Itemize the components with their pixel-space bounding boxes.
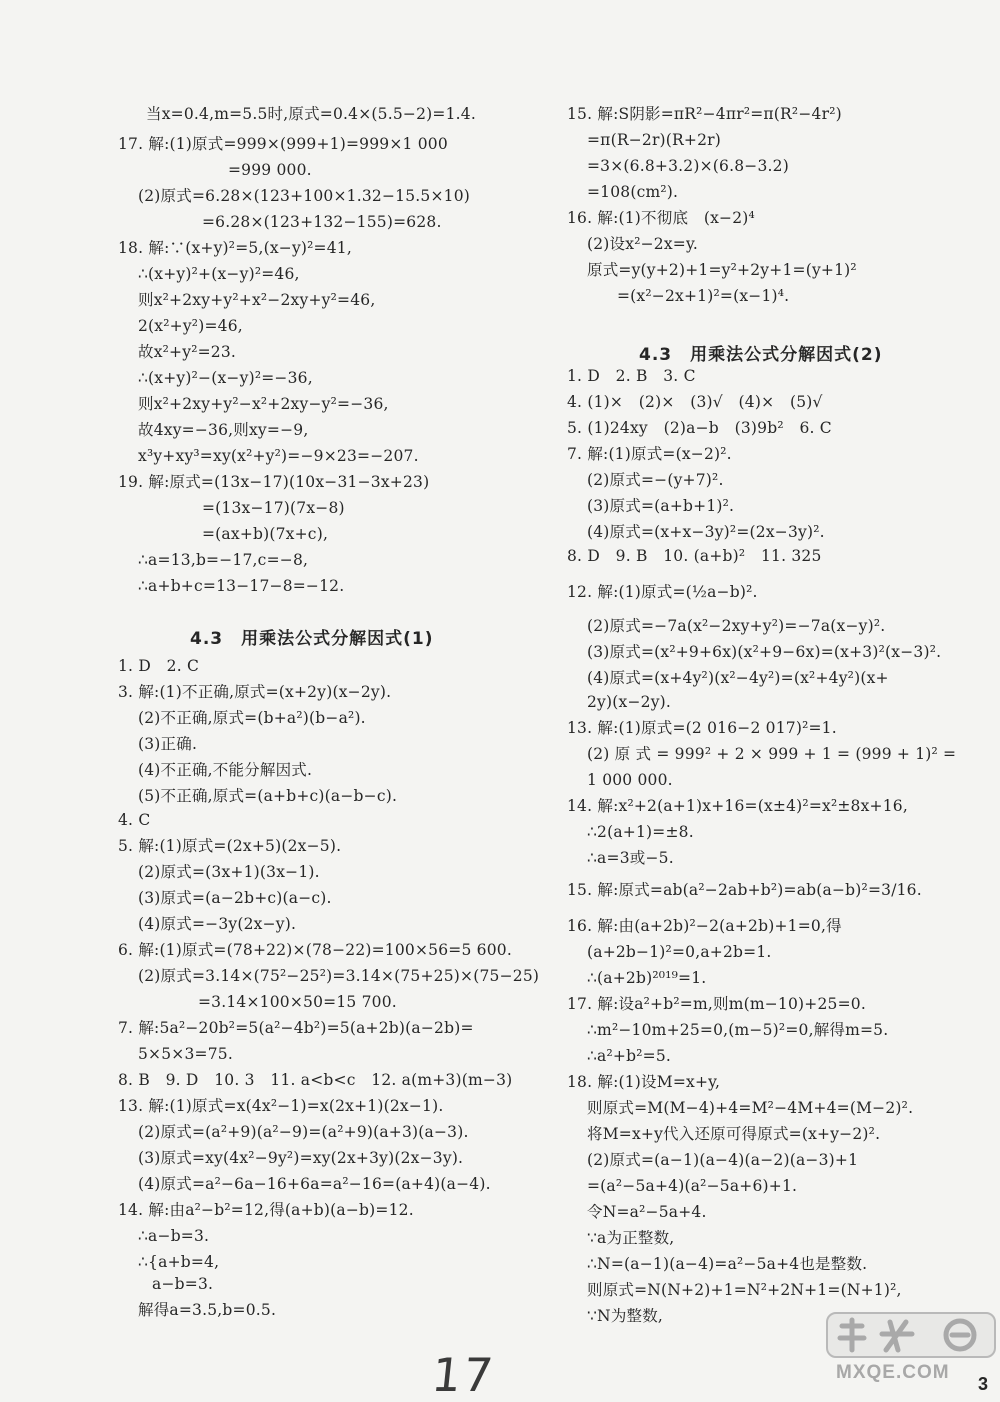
- text-line: ∵N为整数,: [587, 1307, 664, 1325]
- text-line: (2)设x²−2x=y.: [587, 235, 699, 253]
- text-line: a−b=3.: [152, 1275, 214, 1293]
- text-line: 14. 解:x²+2(a+1)x+16=(x±4)²=x²±8x+16,: [567, 797, 908, 815]
- text-line: (3)原式=(x²+9+6x)(x²+9−6x)=(x+3)²(x−3)².: [587, 643, 942, 661]
- text-line: ∴(a+2b)²⁰¹⁹=1.: [587, 969, 707, 987]
- text-line: 令N=a²−5a+4.: [587, 1203, 707, 1221]
- text-line: 12. 解:(1)原式=(½a−b)².: [567, 583, 758, 601]
- text-line: (2)不正确,原式=(b+a²)(b−a²).: [138, 709, 366, 727]
- text-line: ∴a=3或−5.: [587, 849, 674, 867]
- text-line: 4. (1)× (2)× (3)√ (4)× (5)√: [567, 393, 823, 411]
- text-line: 2(x²+y²)=46,: [138, 317, 243, 335]
- text-line: =6.28×(123+132−155)=628.: [202, 213, 442, 231]
- text-line: (4)原式=−3y(2x−y).: [138, 915, 297, 933]
- text-line: 将M=x+y代入还原可得原式=(x+y−2)².: [587, 1125, 881, 1143]
- text-line: (4)原式=a²−6a−16+6a=a²−16=(a+4)(a−4).: [138, 1175, 491, 1193]
- text-line: 5×5×3=75.: [138, 1045, 233, 1063]
- text-line: 2y)(x−2y).: [587, 693, 672, 711]
- text-line: (3)原式=xy(4x²−9y²)=xy(2x+3y)(2x−3y).: [138, 1149, 464, 1167]
- text-line: (2)原式=−7a(x²−2xy+y²)=−7a(x−y)².: [587, 617, 886, 635]
- watermark-logo-icon: [826, 1312, 996, 1358]
- text-line: =(13x−17)(7x−8): [202, 499, 345, 517]
- text-line: (2)原式=(3x+1)(3x−1).: [138, 863, 320, 881]
- text-line: 当x=0.4,m=5.5时,原式=0.4×(5.5−2)=1.4.: [146, 105, 476, 123]
- text-line: 15. 解:原式=ab(a²−2ab+b²)=ab(a−b)²=3/16.: [567, 881, 922, 899]
- text-line: 5. 解:(1)原式=(2x+5)(2x−5).: [118, 837, 342, 855]
- section-heading: 4.3 用乘法公式分解因式(2): [639, 345, 883, 365]
- text-line: 16. 解:(1)不彻底 (x−2)⁴: [567, 209, 755, 227]
- text-line: (4)原式=(x+x−3y)²=(2x−3y)².: [587, 523, 825, 541]
- text-line: 15. 解:S阴影=πR²−4πr²=π(R²−4r²): [567, 105, 842, 123]
- text-line: 则x²+2xy+y²−x²+2xy−y²=−36,: [138, 395, 389, 413]
- text-line: (2)原式=(a²+9)(a²−9)=(a²+9)(a+3)(a−3).: [138, 1123, 469, 1141]
- text-line: 7. 解:(1)原式=(x−2)².: [567, 445, 732, 463]
- text-line: (2)原式=3.14×(75²−25²)=3.14×(75+25)×(75−25): [138, 967, 540, 985]
- text-line: 18. 解:∵(x+y)²=5,(x−y)²=41,: [118, 239, 352, 257]
- text-line: ∴2(a+1)=±8.: [587, 823, 694, 841]
- text-line: (3)原式=(a+b+1)².: [587, 497, 735, 515]
- text-line: 故4xy=−36,则xy=−9,: [138, 421, 309, 439]
- text-line: (3)原式=(a−2b+c)(a−c).: [138, 889, 332, 907]
- text-line: 则原式=N(N+2)+1=N²+2N+1=(N+1)²,: [587, 1281, 902, 1299]
- text-line: 8. B 9. D 10. 3 11. a<b<c 12. a(m+3)(m−3): [118, 1071, 513, 1089]
- text-line: ∴a−b=3.: [138, 1227, 210, 1245]
- text-line: ∴m²−10m+25=0,(m−5)²=0,解得m=5.: [587, 1021, 889, 1039]
- text-line: 故x²+y²=23.: [138, 343, 237, 361]
- text-line: ∴{a+b=4,: [138, 1253, 220, 1271]
- text-line: 14. 解:由a²−b²=12,得(a+b)(a−b)=12.: [118, 1201, 414, 1219]
- text-line: x³y+xy³=xy(x²+y²)=−9×23=−207.: [138, 447, 419, 465]
- text-line: 则原式=M(M−4)+4=M²−4M+4=(M−2)².: [587, 1099, 914, 1117]
- text-line: 则x²+2xy+y²+x²−2xy+y²=46,: [138, 291, 376, 309]
- text-line: (2)原式=−(y+7)².: [587, 471, 724, 489]
- text-line: =π(R−2r)(R+2r): [587, 131, 722, 149]
- text-line: 19. 解:原式=(13x−17)(10x−31−3x+23): [118, 473, 430, 491]
- text-line: (5)不正确,原式=(a+b+c)(a−b−c).: [138, 787, 398, 805]
- text-line: =3×(6.8+3.2)×(6.8−3.2): [587, 157, 789, 175]
- text-line: ∴a+b+c=13−17−8=−12.: [138, 577, 345, 595]
- text-line: 3. 解:(1)不正确,原式=(x+2y)(x−2y).: [118, 683, 392, 701]
- text-line: ∵a为正整数,: [587, 1229, 675, 1247]
- text-line: 17. 解:设a²+b²=m,则m(m−10)+25=0.: [567, 995, 866, 1013]
- handwritten-page-number: 17: [429, 1348, 498, 1402]
- text-line: =999 000.: [228, 161, 312, 179]
- text-line: =3.14×100×50=15 700.: [198, 993, 397, 1011]
- text-line: =(a²−5a+4)(a²−5a+6)+1.: [587, 1177, 798, 1195]
- text-line: (2) 原 式 = 999² + 2 × 999 + 1 = (999 + 1)² =: [587, 745, 957, 763]
- section-heading: 4.3 用乘法公式分解因式(1): [190, 629, 434, 649]
- text-line: 17. 解:(1)原式=999×(999+1)=999×1 000: [118, 135, 448, 153]
- text-line: 5. (1)24xy (2)a−b (3)9b² 6. C: [567, 419, 832, 437]
- text-line: 8. D 9. B 10. (a+b)² 11. 325: [567, 547, 822, 565]
- text-line: =(ax+b)(7x+c),: [202, 525, 329, 543]
- text-line: 13. 解:(1)原式=(2 016−2 017)²=1.: [567, 719, 837, 737]
- text-line: 7. 解:5a²−20b²=5(a²−4b²)=5(a+2b)(a−2b)=: [118, 1019, 474, 1037]
- text-line: 4. C: [118, 811, 151, 829]
- text-line: 16. 解:由(a+2b)²−2(a+2b)+1=0,得: [567, 917, 842, 935]
- text-line: 1 000 000.: [587, 771, 673, 789]
- text-line: ∴a²+b²=5.: [587, 1047, 672, 1065]
- text-line: 1. D 2. B 3. C: [567, 367, 696, 385]
- text-line: 1. D 2. C: [118, 657, 200, 675]
- text-line: ∴a=13,b=−17,c=−8,: [138, 551, 309, 569]
- page-number: 3: [978, 1374, 989, 1394]
- text-line: (4)不正确,不能分解因式.: [138, 761, 313, 779]
- text-line: 6. 解:(1)原式=(78+22)×(78−22)=100×56=5 600.: [118, 941, 512, 959]
- text-line: (4)原式=(x+4y²)(x²−4y²)=(x²+4y²)(x+: [587, 669, 889, 687]
- text-line: 解得a=3.5,b=0.5.: [138, 1301, 277, 1319]
- text-line: (a+2b−1)²=0,a+2b=1.: [587, 943, 772, 961]
- text-line: =108(cm²).: [587, 183, 679, 201]
- watermark-url: MXQE.COM: [836, 1362, 950, 1383]
- text-line: ∴(x+y)²−(x−y)²=−36,: [138, 369, 313, 387]
- text-line: ∴(x+y)²+(x−y)²=46,: [138, 265, 300, 283]
- watermark: [826, 1312, 996, 1392]
- text-line: 18. 解:(1)设M=x+y,: [567, 1073, 721, 1091]
- text-line: 13. 解:(1)原式=x(4x²−1)=x(2x+1)(2x−1).: [118, 1097, 444, 1115]
- text-line: (3)正确.: [138, 735, 198, 753]
- text-line: 原式=y(y+2)+1=y²+2y+1=(y+1)²: [587, 261, 857, 279]
- text-line: (2)原式=(a−1)(a−4)(a−2)(a−3)+1: [587, 1151, 859, 1169]
- text-line: =(x²−2x+1)²=(x−1)⁴.: [617, 287, 790, 305]
- text-line: (2)原式=6.28×(123+100×1.32−15.5×10): [138, 187, 471, 205]
- text-line: ∴N=(a−1)(a−4)=a²−5a+4也是整数.: [587, 1255, 868, 1273]
